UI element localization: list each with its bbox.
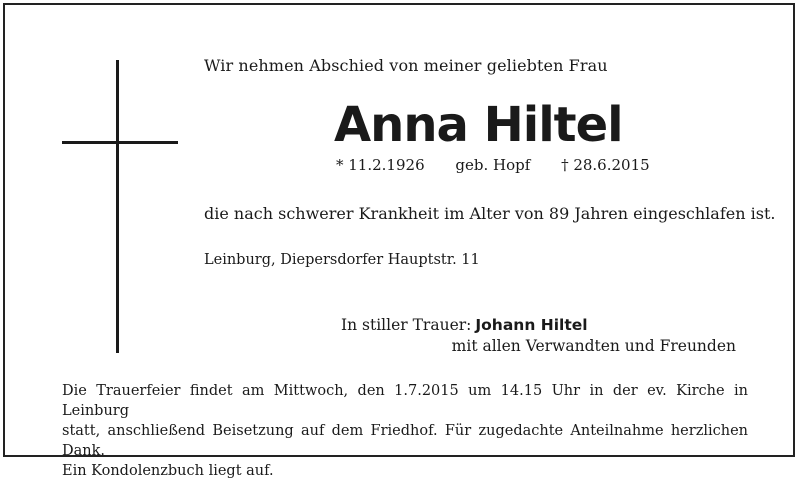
funeral-line-1: Die Trauerfeier findet am Mittwoch, den 1.7.2015 um 14.15 Uhr in der ev. Kirche in Leinburg bbox=[62, 383, 748, 419]
death-description: die nach schwerer Krankheit im Alter von 89 Jahren eingeschlafen ist. bbox=[204, 204, 776, 223]
obituary-notice bbox=[3, 3, 795, 479]
intro-text: Wir nehmen Abschied von meiner geliebten Frau bbox=[204, 56, 608, 75]
deceased-name: Anna Hiltel bbox=[334, 97, 623, 153]
death-date: † 28.6.2015 bbox=[561, 156, 650, 174]
maiden-name: geb. Hopf bbox=[455, 156, 531, 174]
mourning-line bbox=[341, 316, 588, 334]
funeral-info bbox=[62, 381, 748, 481]
funeral-line-2: statt, anschließend Beisetzung auf dem Friedhof. Für zugedachte Anteilnahme herzlichen Dank. bbox=[62, 423, 748, 459]
mourning-label: In stiller Trauer: bbox=[341, 316, 472, 334]
relatives-line: mit allen Verwandten und Freunden bbox=[451, 337, 736, 355]
birth-date: * 11.2.1926 bbox=[336, 156, 425, 174]
cross-icon-vertical bbox=[116, 60, 119, 353]
mourner-name: Johann Hiltel bbox=[475, 316, 588, 334]
funeral-line-3: Ein Kondolenzbuch liegt auf. bbox=[62, 463, 274, 479]
life-dates bbox=[336, 156, 650, 174]
address: Leinburg, Diepersdorfer Hauptstr. 11 bbox=[204, 252, 480, 268]
cross-icon-horizontal bbox=[62, 141, 178, 144]
